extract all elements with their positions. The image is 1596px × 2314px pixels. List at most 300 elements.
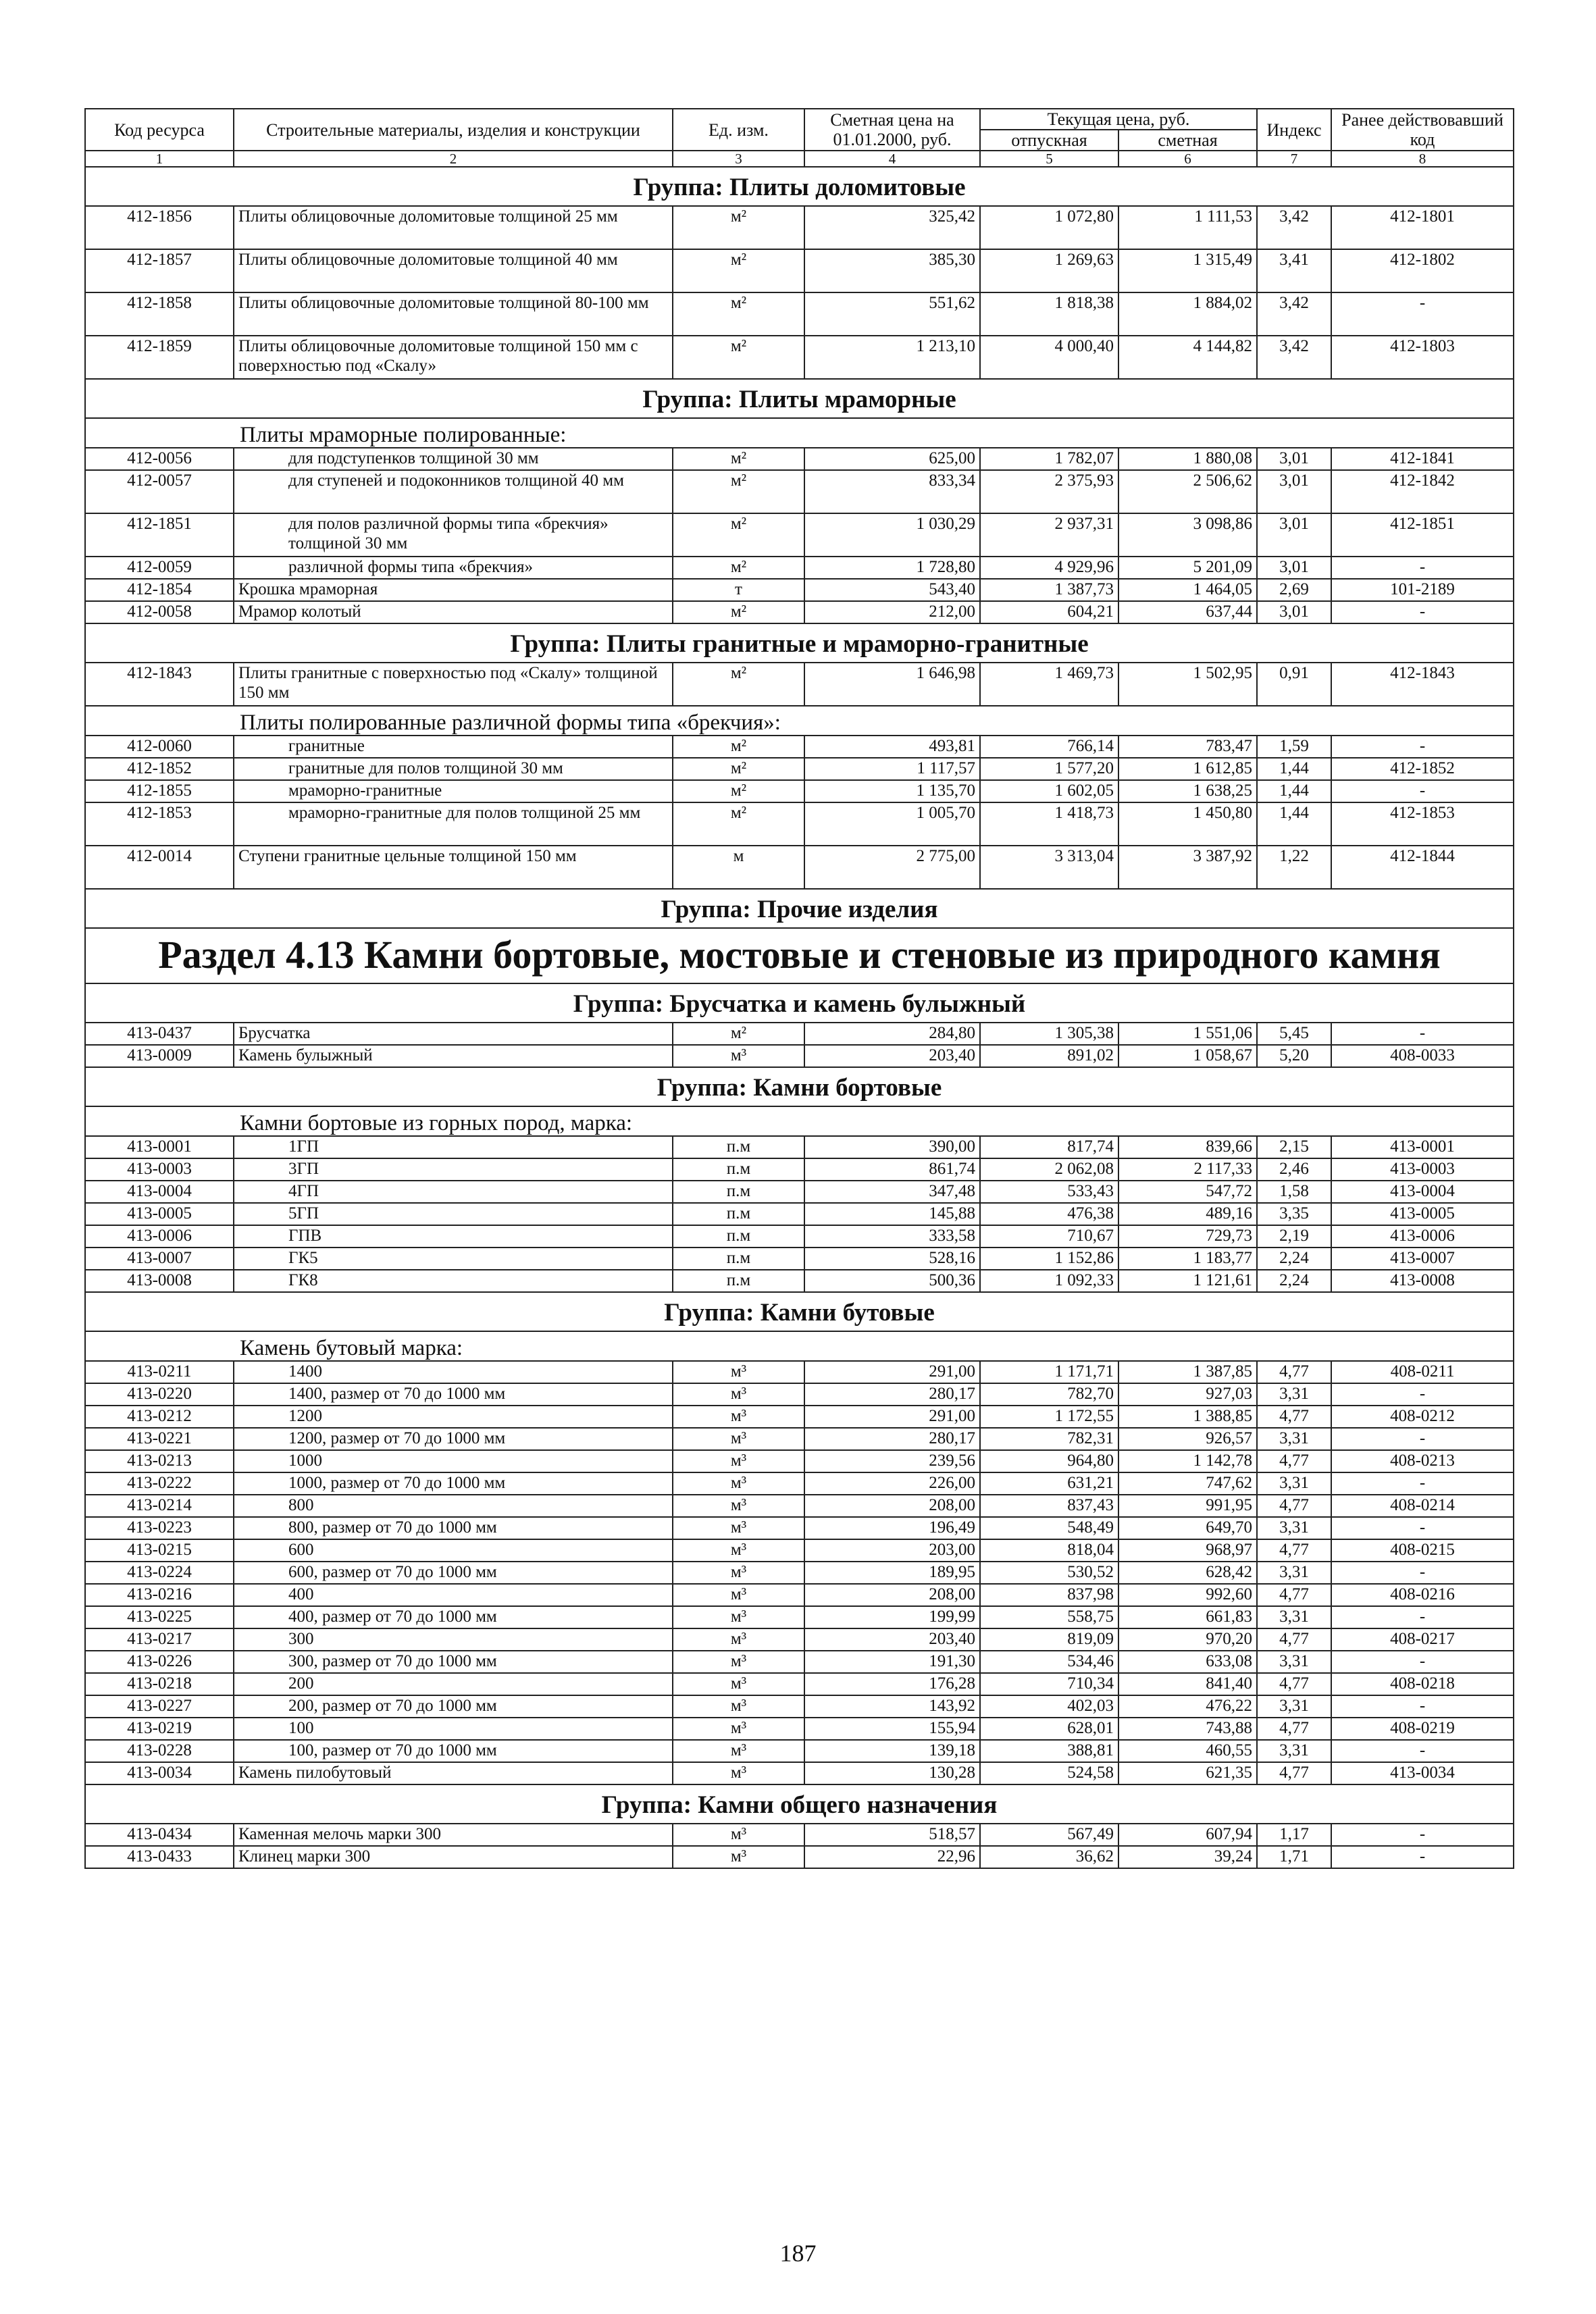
material-name: Ступени гранитные цельные толщиной 150 мм xyxy=(234,846,673,889)
previous-code: 412-1853 xyxy=(1331,802,1514,846)
column-number: 6 xyxy=(1118,151,1257,167)
material-name: ГК8 xyxy=(234,1270,673,1292)
table-row xyxy=(85,1158,1514,1181)
resource-code: 412-1852 xyxy=(85,758,234,780)
release-price: 388,81 xyxy=(980,1740,1118,1762)
release-price: 628,01 xyxy=(980,1718,1118,1740)
release-price: 710,34 xyxy=(980,1673,1118,1695)
price-index: 5,45 xyxy=(1257,1023,1331,1045)
section-heading-row xyxy=(85,928,1514,983)
release-price: 524,58 xyxy=(980,1762,1118,1784)
release-price: 534,46 xyxy=(980,1651,1118,1673)
previous-code: 413-0005 xyxy=(1331,1203,1514,1225)
material-name: различной формы типа «брекчия» xyxy=(234,557,673,579)
price-index: 3,31 xyxy=(1257,1695,1331,1718)
table-row xyxy=(85,448,1514,470)
unit: м xyxy=(673,846,804,889)
table-row xyxy=(85,1225,1514,1248)
resource-code: 413-0008 xyxy=(85,1270,234,1292)
resource-code: 413-0001 xyxy=(85,1136,234,1158)
header-name: Строительные материалы, изделия и конструкции xyxy=(234,109,673,151)
estimate-price: 729,73 xyxy=(1118,1225,1257,1248)
base-price: 203,00 xyxy=(804,1539,980,1562)
unit: м² xyxy=(673,758,804,780)
estimate-price: 1 121,61 xyxy=(1118,1270,1257,1292)
group-heading: Группа: Прочие изделия xyxy=(85,889,1514,928)
price-index: 3,31 xyxy=(1257,1383,1331,1406)
unit: м³ xyxy=(673,1695,804,1718)
resource-code: 413-0220 xyxy=(85,1383,234,1406)
unit: м³ xyxy=(673,1539,804,1562)
estimate-price: 2 506,62 xyxy=(1118,470,1257,513)
subheading-row xyxy=(85,706,1514,736)
previous-code: - xyxy=(1331,1562,1514,1584)
group-heading-row xyxy=(85,167,1514,206)
release-price: 1 269,63 xyxy=(980,249,1118,292)
base-price: 390,00 xyxy=(804,1136,980,1158)
material-name: Крошка мраморная xyxy=(234,579,673,601)
resource-code: 412-1857 xyxy=(85,249,234,292)
base-price: 333,58 xyxy=(804,1225,980,1248)
previous-code: - xyxy=(1331,1824,1514,1846)
estimate-price: 476,22 xyxy=(1118,1695,1257,1718)
release-price: 402,03 xyxy=(980,1695,1118,1718)
release-price: 4 929,96 xyxy=(980,557,1118,579)
resource-code: 413-0214 xyxy=(85,1495,234,1517)
price-index: 3,31 xyxy=(1257,1740,1331,1762)
table-row xyxy=(85,1628,1514,1651)
unit: п.м xyxy=(673,1270,804,1292)
estimate-price: 1 880,08 xyxy=(1118,448,1257,470)
table-row xyxy=(85,579,1514,601)
material-name: 5ГП xyxy=(234,1203,673,1225)
previous-code: 412-1851 xyxy=(1331,513,1514,557)
estimate-price: 1 111,53 xyxy=(1118,206,1257,249)
unit: м² xyxy=(673,206,804,249)
previous-code: - xyxy=(1331,1517,1514,1539)
previous-code: - xyxy=(1331,1651,1514,1673)
unit: м² xyxy=(673,780,804,802)
previous-code: 413-0003 xyxy=(1331,1158,1514,1181)
base-price: 208,00 xyxy=(804,1495,980,1517)
estimate-price: 1 884,02 xyxy=(1118,292,1257,336)
price-index: 4,77 xyxy=(1257,1450,1331,1472)
previous-code: 408-0219 xyxy=(1331,1718,1514,1740)
material-name: 100 xyxy=(234,1718,673,1740)
release-price: 2 062,08 xyxy=(980,1158,1118,1181)
price-index: 4,77 xyxy=(1257,1718,1331,1740)
material-name: ГК5 xyxy=(234,1248,673,1270)
unit: м² xyxy=(673,601,804,623)
estimate-price: 633,08 xyxy=(1118,1651,1257,1673)
column-number: 5 xyxy=(980,151,1118,167)
price-index: 4,77 xyxy=(1257,1584,1331,1606)
estimate-price: 970,20 xyxy=(1118,1628,1257,1651)
price-index: 3,31 xyxy=(1257,1472,1331,1495)
table-row xyxy=(85,1539,1514,1562)
material-name: 1200, размер от 70 до 1000 мм xyxy=(234,1428,673,1450)
price-index: 3,01 xyxy=(1257,601,1331,623)
material-name: 800 xyxy=(234,1495,673,1517)
release-price: 1 602,05 xyxy=(980,780,1118,802)
material-name: для подступенков толщиной 30 мм xyxy=(234,448,673,470)
resource-code: 413-0003 xyxy=(85,1158,234,1181)
resource-code: 413-0434 xyxy=(85,1824,234,1846)
table-row xyxy=(85,1718,1514,1740)
material-name: Мрамор колотый xyxy=(234,601,673,623)
table-row xyxy=(85,336,1514,379)
base-price: 212,00 xyxy=(804,601,980,623)
unit: п.м xyxy=(673,1136,804,1158)
resource-code: 413-0221 xyxy=(85,1428,234,1450)
column-number-row xyxy=(85,151,1514,167)
material-name: 1400 xyxy=(234,1361,673,1383)
estimate-price: 628,42 xyxy=(1118,1562,1257,1584)
estimate-price: 4 144,82 xyxy=(1118,336,1257,379)
unit: м² xyxy=(673,470,804,513)
table-row xyxy=(85,1045,1514,1067)
previous-code: - xyxy=(1331,1428,1514,1450)
table-row xyxy=(85,1181,1514,1203)
table-row xyxy=(85,470,1514,513)
previous-code: 413-0004 xyxy=(1331,1181,1514,1203)
price-index: 4,77 xyxy=(1257,1361,1331,1383)
header-current-price: Текущая цена, руб. xyxy=(980,109,1257,130)
resource-code: 413-0004 xyxy=(85,1181,234,1203)
material-name: ГПВ xyxy=(234,1225,673,1248)
release-price: 782,70 xyxy=(980,1383,1118,1406)
group-heading: Группа: Камни общего назначения xyxy=(85,1784,1514,1824)
material-name: гранитные для полов толщиной 30 мм xyxy=(234,758,673,780)
unit: м³ xyxy=(673,1406,804,1428)
price-index: 2,24 xyxy=(1257,1248,1331,1270)
release-price: 567,49 xyxy=(980,1824,1118,1846)
resource-code: 412-0014 xyxy=(85,846,234,889)
resource-code: 412-1858 xyxy=(85,292,234,336)
release-price: 2 937,31 xyxy=(980,513,1118,557)
column-number: 3 xyxy=(673,151,804,167)
previous-code: 412-1843 xyxy=(1331,663,1514,706)
material-name: мраморно-гранитные для полов толщиной 25 мм xyxy=(234,802,673,846)
material-name: Плиты облицовочные доломитовые толщиной 150 мм с поверхностью под «Скалу» xyxy=(234,336,673,379)
base-price: 176,28 xyxy=(804,1673,980,1695)
unit: м³ xyxy=(673,1824,804,1846)
material-name: 600, размер от 70 до 1000 мм xyxy=(234,1562,673,1584)
base-price: 22,96 xyxy=(804,1846,980,1868)
estimate-price: 2 117,33 xyxy=(1118,1158,1257,1181)
base-price: 1 728,80 xyxy=(804,557,980,579)
column-number: 4 xyxy=(804,151,980,167)
resource-code: 412-1856 xyxy=(85,206,234,249)
table-row xyxy=(85,1762,1514,1784)
base-price: 189,95 xyxy=(804,1562,980,1584)
subheading: Камни бортовые из горных пород, марка: xyxy=(85,1106,1514,1136)
table-row xyxy=(85,1361,1514,1383)
unit: м² xyxy=(673,557,804,579)
resource-code: 413-0218 xyxy=(85,1673,234,1695)
table-row xyxy=(85,802,1514,846)
resource-code: 412-0057 xyxy=(85,470,234,513)
resource-code: 413-0217 xyxy=(85,1628,234,1651)
table-row xyxy=(85,1136,1514,1158)
release-price: 1 469,73 xyxy=(980,663,1118,706)
price-index: 3,42 xyxy=(1257,292,1331,336)
estimate-price: 927,03 xyxy=(1118,1383,1257,1406)
table-row xyxy=(85,513,1514,557)
base-price: 291,00 xyxy=(804,1361,980,1383)
previous-code: 408-0216 xyxy=(1331,1584,1514,1606)
resource-code: 413-0215 xyxy=(85,1539,234,1562)
release-price: 604,21 xyxy=(980,601,1118,623)
estimate-price: 743,88 xyxy=(1118,1718,1257,1740)
previous-code: 413-0008 xyxy=(1331,1270,1514,1292)
table-row xyxy=(85,292,1514,336)
page-number: 187 xyxy=(779,2240,817,2267)
subheading: Плиты мраморные полированные: xyxy=(85,418,1514,448)
release-price: 1 172,55 xyxy=(980,1406,1118,1428)
header-base-price: Сметная цена на 01.01.2000, руб. xyxy=(804,109,980,151)
release-price: 530,52 xyxy=(980,1562,1118,1584)
base-price: 155,94 xyxy=(804,1718,980,1740)
table-row xyxy=(85,1740,1514,1762)
base-price: 528,16 xyxy=(804,1248,980,1270)
resource-code: 413-0007 xyxy=(85,1248,234,1270)
table-row xyxy=(85,1824,1514,1846)
subheading-row xyxy=(85,418,1514,448)
unit: п.м xyxy=(673,1248,804,1270)
subheading-row xyxy=(85,1106,1514,1136)
group-heading-row xyxy=(85,1784,1514,1824)
previous-code: 408-0215 xyxy=(1331,1539,1514,1562)
previous-code: 413-0034 xyxy=(1331,1762,1514,1784)
release-price: 1 818,38 xyxy=(980,292,1118,336)
previous-code: 412-1802 xyxy=(1331,249,1514,292)
unit: м³ xyxy=(673,1361,804,1383)
estimate-price: 1 183,77 xyxy=(1118,1248,1257,1270)
previous-code: 413-0007 xyxy=(1331,1248,1514,1270)
unit: м³ xyxy=(673,1045,804,1067)
base-price: 1 117,57 xyxy=(804,758,980,780)
resource-code: 412-1859 xyxy=(85,336,234,379)
base-price: 493,81 xyxy=(804,736,980,758)
estimate-price: 783,47 xyxy=(1118,736,1257,758)
resource-code: 413-0034 xyxy=(85,1762,234,1784)
price-index: 1,44 xyxy=(1257,802,1331,846)
material-name: 1000, размер от 70 до 1000 мм xyxy=(234,1472,673,1495)
price-index: 3,31 xyxy=(1257,1517,1331,1539)
release-price: 1 171,71 xyxy=(980,1361,1118,1383)
table-row xyxy=(85,1428,1514,1450)
table-row xyxy=(85,758,1514,780)
resource-code: 413-0006 xyxy=(85,1225,234,1248)
material-name: 300 xyxy=(234,1628,673,1651)
material-name: 400 xyxy=(234,1584,673,1606)
material-name: для полов различной формы типа «брекчия» толщиной 30 мм xyxy=(234,513,673,557)
release-price: 548,49 xyxy=(980,1517,1118,1539)
estimate-price: 841,40 xyxy=(1118,1673,1257,1695)
resource-code: 413-0437 xyxy=(85,1023,234,1045)
price-index: 4,77 xyxy=(1257,1495,1331,1517)
table-row xyxy=(85,1472,1514,1495)
price-index: 3,42 xyxy=(1257,206,1331,249)
release-price: 36,62 xyxy=(980,1846,1118,1868)
base-price: 291,00 xyxy=(804,1406,980,1428)
previous-code: - xyxy=(1331,1383,1514,1406)
material-name: 1200 xyxy=(234,1406,673,1428)
previous-code: 408-0217 xyxy=(1331,1628,1514,1651)
group-heading-row xyxy=(85,1067,1514,1106)
resource-code: 413-0211 xyxy=(85,1361,234,1383)
resource-code: 412-1843 xyxy=(85,663,234,706)
price-index: 1,71 xyxy=(1257,1846,1331,1868)
estimate-price: 992,60 xyxy=(1118,1584,1257,1606)
estimate-price: 1 058,67 xyxy=(1118,1045,1257,1067)
release-price: 782,31 xyxy=(980,1428,1118,1450)
table-row xyxy=(85,1248,1514,1270)
base-price: 145,88 xyxy=(804,1203,980,1225)
header-release-price: отпускная xyxy=(980,130,1118,151)
header-unit: Ед. изм. xyxy=(673,109,804,151)
group-heading-row xyxy=(85,623,1514,663)
unit: м² xyxy=(673,292,804,336)
group-heading: Группа: Брусчатка и камень булыжный xyxy=(85,983,1514,1023)
material-name: 800, размер от 70 до 1000 мм xyxy=(234,1517,673,1539)
estimate-price: 1 464,05 xyxy=(1118,579,1257,601)
release-price: 476,38 xyxy=(980,1203,1118,1225)
base-price: 199,99 xyxy=(804,1606,980,1628)
base-price: 284,80 xyxy=(804,1023,980,1045)
previous-code: 408-0211 xyxy=(1331,1361,1514,1383)
release-price: 819,09 xyxy=(980,1628,1118,1651)
unit: м² xyxy=(673,802,804,846)
material-name: Плиты гранитные с поверхностью под «Скалу» толщиной 150 мм xyxy=(234,663,673,706)
previous-code: 408-0218 xyxy=(1331,1673,1514,1695)
previous-code: 412-1841 xyxy=(1331,448,1514,470)
price-index: 2,69 xyxy=(1257,579,1331,601)
release-price: 766,14 xyxy=(980,736,1118,758)
release-price: 3 313,04 xyxy=(980,846,1118,889)
release-price: 2 375,93 xyxy=(980,470,1118,513)
base-price: 1 646,98 xyxy=(804,663,980,706)
table-row xyxy=(85,206,1514,249)
unit: м³ xyxy=(673,1517,804,1539)
table-row xyxy=(85,1651,1514,1673)
price-index: 0,91 xyxy=(1257,663,1331,706)
unit: п.м xyxy=(673,1181,804,1203)
unit: м³ xyxy=(673,1383,804,1406)
resource-code: 413-0216 xyxy=(85,1584,234,1606)
resource-code: 412-1854 xyxy=(85,579,234,601)
resource-code: 413-0212 xyxy=(85,1406,234,1428)
base-price: 196,49 xyxy=(804,1517,980,1539)
release-price: 4 000,40 xyxy=(980,336,1118,379)
table-row xyxy=(85,736,1514,758)
unit: м² xyxy=(673,736,804,758)
estimate-price: 649,70 xyxy=(1118,1517,1257,1539)
unit: м² xyxy=(673,249,804,292)
previous-code: 101-2189 xyxy=(1331,579,1514,601)
previous-code: - xyxy=(1331,736,1514,758)
unit: м³ xyxy=(673,1718,804,1740)
previous-code: 413-0006 xyxy=(1331,1225,1514,1248)
resource-code: 412-0058 xyxy=(85,601,234,623)
unit: п.м xyxy=(673,1203,804,1225)
base-price: 325,42 xyxy=(804,206,980,249)
base-price: 518,57 xyxy=(804,1824,980,1846)
release-price: 1 418,73 xyxy=(980,802,1118,846)
resource-code: 412-0060 xyxy=(85,736,234,758)
resource-code: 412-1851 xyxy=(85,513,234,557)
base-price: 833,34 xyxy=(804,470,980,513)
price-index: 3,01 xyxy=(1257,470,1331,513)
resource-code: 413-0223 xyxy=(85,1517,234,1539)
table-row xyxy=(85,1695,1514,1718)
price-index: 3,31 xyxy=(1257,1562,1331,1584)
unit: м² xyxy=(673,448,804,470)
estimate-price: 637,44 xyxy=(1118,601,1257,623)
resource-code: 412-0056 xyxy=(85,448,234,470)
base-price: 203,40 xyxy=(804,1045,980,1067)
base-price: 280,17 xyxy=(804,1428,980,1450)
price-index: 4,77 xyxy=(1257,1539,1331,1562)
material-name: Плиты облицовочные доломитовые толщиной 40 мм xyxy=(234,249,673,292)
price-index: 2,15 xyxy=(1257,1136,1331,1158)
column-number: 8 xyxy=(1331,151,1514,167)
material-name: Плиты облицовочные доломитовые толщиной 25 мм xyxy=(234,206,673,249)
table-row xyxy=(85,1562,1514,1584)
release-price: 817,74 xyxy=(980,1136,1118,1158)
release-price: 818,04 xyxy=(980,1539,1118,1562)
estimate-price: 1 502,95 xyxy=(1118,663,1257,706)
price-index: 4,77 xyxy=(1257,1673,1331,1695)
price-index: 5,20 xyxy=(1257,1045,1331,1067)
base-price: 543,40 xyxy=(804,579,980,601)
price-index: 3,31 xyxy=(1257,1606,1331,1628)
previous-code: 413-0001 xyxy=(1331,1136,1514,1158)
estimate-price: 968,97 xyxy=(1118,1539,1257,1562)
base-price: 625,00 xyxy=(804,448,980,470)
release-price: 1 152,86 xyxy=(980,1248,1118,1270)
group-heading: Группа: Плиты мраморные xyxy=(85,379,1514,418)
resource-code: 412-1855 xyxy=(85,780,234,802)
unit: п.м xyxy=(673,1158,804,1181)
estimate-price: 1 142,78 xyxy=(1118,1450,1257,1472)
previous-code: 408-0212 xyxy=(1331,1406,1514,1428)
header-index: Индекс xyxy=(1257,109,1331,151)
header-estimate-price: сметная xyxy=(1118,130,1257,151)
table-row xyxy=(85,1495,1514,1517)
previous-code: - xyxy=(1331,1023,1514,1045)
unit: м³ xyxy=(673,1762,804,1784)
base-price: 226,00 xyxy=(804,1472,980,1495)
header-row xyxy=(85,109,1514,130)
unit: м² xyxy=(673,663,804,706)
group-heading: Группа: Плиты доломитовые xyxy=(85,167,1514,206)
group-heading-row xyxy=(85,379,1514,418)
estimate-price: 3 387,92 xyxy=(1118,846,1257,889)
unit: м³ xyxy=(673,1495,804,1517)
base-price: 1 135,70 xyxy=(804,780,980,802)
table-row xyxy=(85,1846,1514,1868)
unit: м³ xyxy=(673,1606,804,1628)
estimate-price: 607,94 xyxy=(1118,1824,1257,1846)
estimate-price: 3 098,86 xyxy=(1118,513,1257,557)
price-index: 3,31 xyxy=(1257,1428,1331,1450)
resource-code: 413-0433 xyxy=(85,1846,234,1868)
price-index: 2,19 xyxy=(1257,1225,1331,1248)
previous-code: 412-1842 xyxy=(1331,470,1514,513)
estimate-price: 1 612,85 xyxy=(1118,758,1257,780)
